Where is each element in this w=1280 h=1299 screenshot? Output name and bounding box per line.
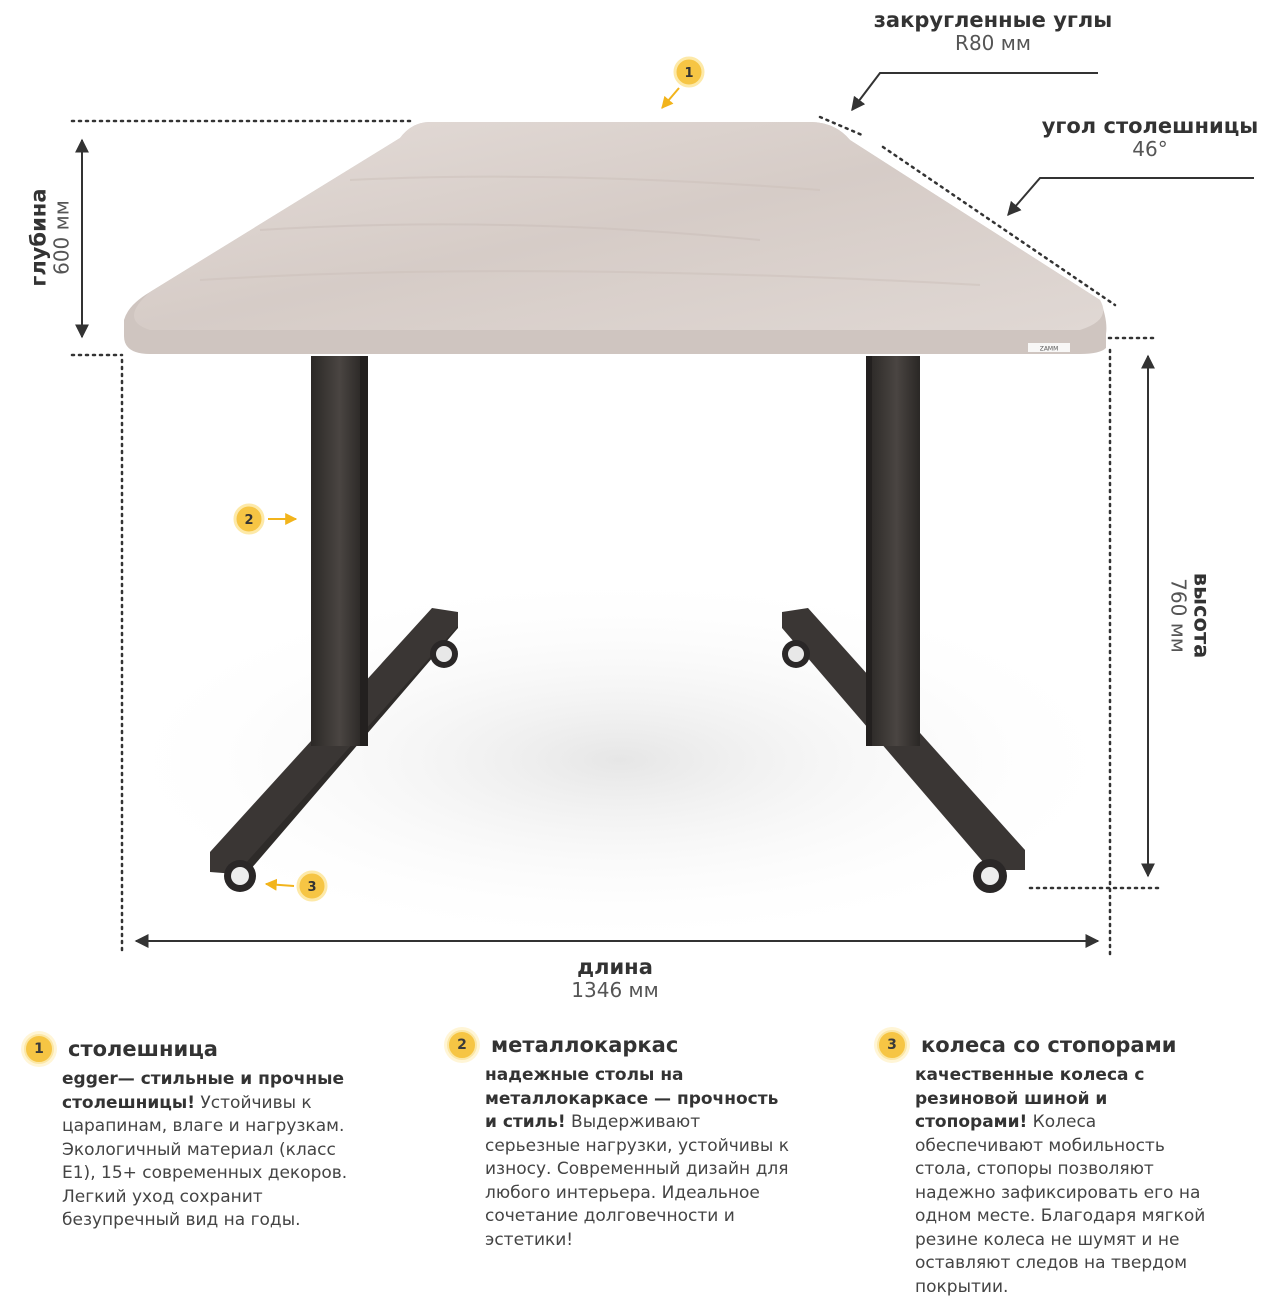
- wheel-right-front: [973, 859, 1007, 893]
- height-label: высота 760 мм: [1166, 572, 1214, 659]
- angle-leader: [1008, 178, 1254, 215]
- feature-frame: [447, 1030, 792, 1252]
- badge-1: 1: [24, 1034, 54, 1064]
- feature-description: надежные столы на металлокаркасе — прочность и стиль! Выдерживают серьезные нагрузки, устойчивы к износу. Современный дизайн для любого интерьера. Идеальное сочетание долговечности и эстетики!: [485, 1065, 789, 1250]
- wheel-left-front: [224, 860, 256, 892]
- table-top: [124, 122, 1106, 354]
- brand-mark: ZAMM: [1039, 345, 1059, 353]
- feature-tabletop: [24, 1034, 354, 1233]
- wheel-left-back: [430, 640, 458, 668]
- length-label: длина 1346 мм: [571, 955, 659, 1003]
- svg-text:1: 1: [684, 66, 694, 81]
- depth-label: глубина 600 мм: [26, 188, 74, 287]
- feature-description: качественные колеса с резиновой шиной и стопорами! Колеса обеспечивают мобильность стола, стопоры позволяют надежно зафиксировать его на одном месте. Благодаря мягкой резине колеса не шумят и не оставляют следов на твердом покрытии.: [915, 1065, 1206, 1297]
- badge-3: 3: [877, 1030, 907, 1060]
- floor-shadow: [100, 570, 1140, 950]
- callout-1: [662, 58, 703, 108]
- feature-wheels: [877, 1030, 1222, 1299]
- feature-title: столешница: [68, 1037, 218, 1061]
- svg-text:2: 2: [244, 513, 254, 528]
- corner-leader: [852, 73, 1098, 110]
- wheel-right-back: [782, 640, 810, 668]
- badge-2: 2: [447, 1030, 477, 1060]
- feature-title: колеса со стопорами: [921, 1033, 1177, 1057]
- callout-2: [235, 505, 296, 533]
- svg-text:3: 3: [307, 880, 317, 895]
- feature-description: egger— стильные и прочные столешницы! Устойчивы к царапинам, влаге и нагрузкам. Экологичный материал (класс E1), 15+ современных декоров. Легкий уход сохранит безупречный вид на годы.: [62, 1069, 348, 1230]
- top-angle-label: угол столешницы 46°: [1041, 114, 1259, 162]
- feature-title: металлокаркас: [491, 1033, 679, 1057]
- corner-radius-label: закругленные углы R80 мм: [873, 8, 1113, 56]
